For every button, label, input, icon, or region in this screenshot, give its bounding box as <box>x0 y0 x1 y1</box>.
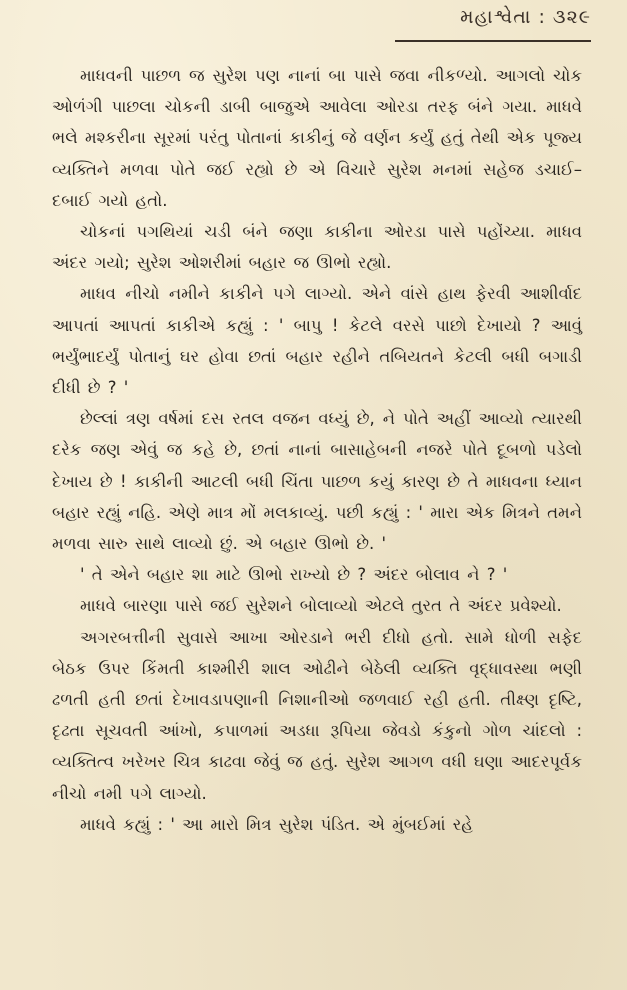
running-header: મહાશ્વેતા : ૩૨૯ <box>460 6 591 28</box>
paragraph: ' તે એને બહાર શા માટે ઊભો રાખ્યો છે ? અંદર બોલાવ ને ? ' <box>80 565 508 585</box>
paragraph: છેલ્લાં ત્રણ વર્ષમાં દસ રતલ વજન વધ્યું છે, ને પોતે અહીં આવ્યો ત્યારથી દરેક જણ એવું જ કહે છે, છતાં નાનાં બાસાહેબની નજરે પોતે દૂબળો પડેલો દેખાય છે ! કાકીની આટલી બધી ચિંતા પાછળ કયું કારણ છે તે માધવના ધ્યાન બહાર રહ્યું નહિ. એણે માત્ર મોં મલકાવ્યું. પછી કહ્યું : ' મારા એક મિત્રને તમને મળવા સારુ સાથે લાવ્યો છું. એ બહાર ઊભો છે. ' <box>52 409 582 554</box>
paragraph: માધવ નીચો નમીને કાકીને પગે લાગ્યો. એને વાંસે હાથ ફેરવી આશીર્વાદ આપતાં આપતાં કાકીએ કહ્યું : ' બાપુ ! કેટલે વરસે પાછો દેખાયો ? આવું ભર્યુંભાદર્યું પોતાનું ઘર હોવા છતાં બહાર રહીને તબિયતને કેટલી બધી બગાડી દીધી છે ? ' <box>52 284 582 398</box>
paragraph: માધવે બારણા પાસે જઈ સુરેશને બોલાવ્યો એટલે તુરત તે અંદર પ્રવેશ્યો. <box>80 596 562 616</box>
paragraph: ચોકનાં પગથિયાં ચડી બંને જણા કાકીના ઓરડા પાસે પહોંચ્યા. માધવ અંદર ગયો; સુરેશ ઓશરીમાં બહાર જ ઊભો રહ્યો. <box>52 222 582 273</box>
header-underline <box>395 40 591 42</box>
page-body <box>52 60 582 840</box>
paragraph: માધવે કહ્યું : ' આ મારો મિત્ર સુરેશ પંડિત. એ મુંબઈમાં રહે <box>80 814 473 834</box>
paragraph: માધવની પાછળ જ સુરેશ પણ નાનાં બા પાસે જવા નીકળ્યો. આગલો ચોક ઓળંગી પાછલા ચોકની ડાબી બાજુએ આવેલા ઓરડા તરફ બંને ગયા. માધવે ભલે મશ્કરીના સૂરમાં પરંતુ પોતાનાં કાકીનું જે વર્ણન કર્યું હતું તેથી એક પૂજ્ય વ્યક્તિને મળવા પોતે જઈ રહ્યો છે એ વિચારે સુરેશ મનમાં સહેજ ડચાઈ– દબાઈ ગયો હતો. <box>52 66 582 210</box>
paragraph: અગરબત્તીની સુવાસે આખા ઓરડાને ભરી દીધો હતો. સામે ધોળી સફેદ બેઠક ઉપર કિંમતી કાશ્મીરી શાલ ઓઢીને બેઠેલી વ્યક્તિ વૃદ્ધાવસ્થા ભણી ઢળતી હતી છતાં દેખાવડાપણાની નિશાનીઓ જળવાઈ રહી હતી. તીક્ષ્ણ દૃષ્ટિ, દૃઢતા સૂચવતી આંખો, કપાળમાં અડધા રૂપિયા જેવડો કંકુનો ગોળ ચાંદલો : વ્યક્તિત્વ ખરેખર ચિત્ર કાઢવા જેવું જ હતું. સુરેશ આગળ વધી ઘણા આદરપૂર્વક નીચો નમી પગે લાગ્યો. <box>52 627 582 803</box>
